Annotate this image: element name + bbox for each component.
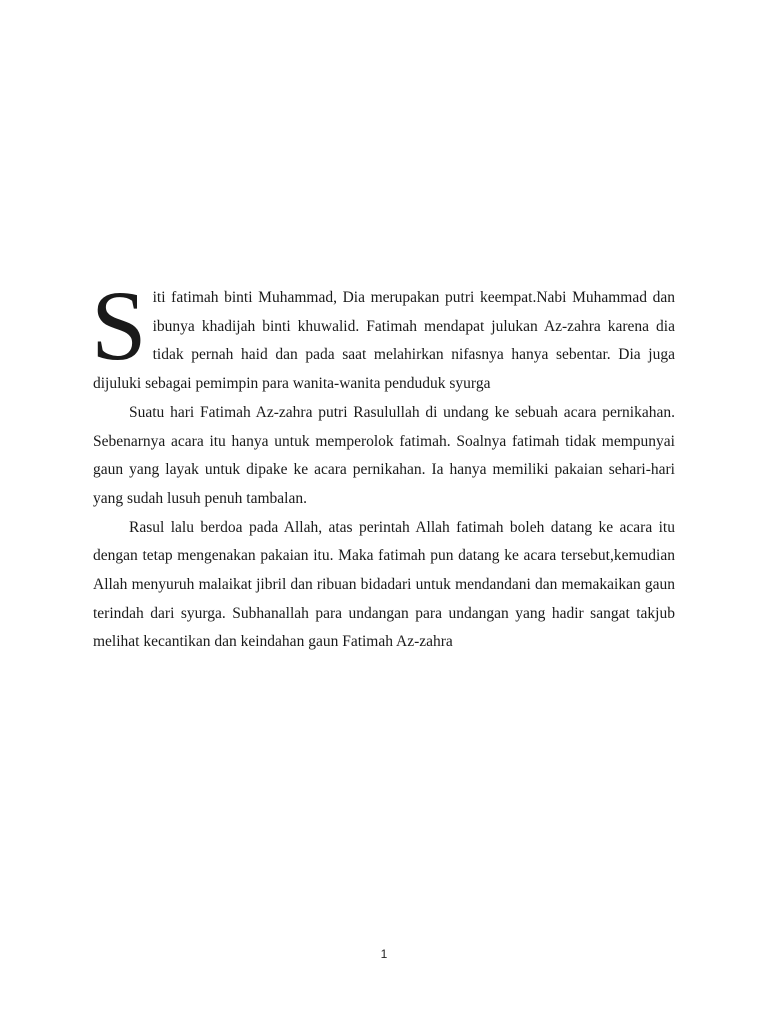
- paragraph-2: Suatu hari Fatimah Az-zahra putri Rasulullah di undang ke sebuah acara pernikahan. Sebenarnya acara itu hanya untuk memperolok fatimah. Soalnya fatimah tidak mempunyai gaun yang layak untuk dipake ke acara pernikahan. Ia hanya memiliki pakaian sehari-hari yang sudah lusuh penuh tambalan.: [93, 403, 675, 507]
- document-body: [91, 270, 675, 657]
- paragraph-1-text: iti fatimah binti Muhammad, Dia merupakan putri keempat.Nabi Muhammad dan ibunya khadijah binti khuwalid. Fatimah mendapat julukan Az-zahra karena dia tidak pernah haid dan pada saat melahirkan nifasnya hanya sebentar. Dia juga dijuluki sebagai pemimpin para wanita-wanita penduduk syurga: [93, 289, 675, 393]
- page-number: 1: [380, 947, 388, 961]
- paragraph-3: Rasul lalu berdoa pada Allah, atas perintah Allah fatimah boleh datang ke acara itu dengan tetap mengenakan pakaian itu. Maka fatimah pun datang ke acara tersebut,kemudian Allah menyuruh malaikat jibril dan ribuan bidadari untuk mendandani dan memakaikan gaun terindah dari syurga. Subhanallah para undangan para undangan yang hadir sangat takjub melihat kecantikan dan keindahan gaun Fatimah Az-zahra: [93, 518, 675, 651]
- paragraph-1: [91, 270, 675, 399]
- drop-cap-letter: S: [91, 270, 147, 381]
